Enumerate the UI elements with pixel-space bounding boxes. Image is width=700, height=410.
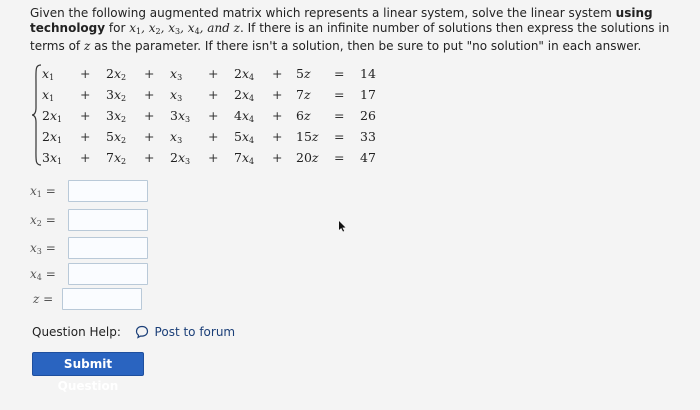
plus-sign: + [144,150,155,165]
mouse-cursor-icon [338,220,348,232]
question-text: Given the following augmented matrix which represents a linear system, solve the linear system using technology for $x_1$, $x_2$, $x_3$, $x_4$, and z. If there is an infinite number of solutions then express the solutions in terms of z as the parameter. If there isn't a solution, then be sure to put "no solution" in each answer. [30,6,670,53]
equation-term: $x_3$ [170,129,183,145]
plus-sign: + [80,150,91,165]
plus-sign: + [272,150,283,165]
help-label: Question Help: [32,325,121,339]
equation-term: $x_3$ [170,87,183,103]
answer-input[interactable] [68,180,148,202]
plus-sign: + [272,87,283,102]
equation-term: $2x_4$ [234,87,255,103]
answer-label: $x_2$ = [30,213,56,228]
answer-input[interactable] [68,263,148,285]
equation-term: $2x_1$ [42,108,63,124]
plus-sign: + [144,66,155,81]
equation-term: $5x_4$ [234,129,255,145]
plus-sign: + [144,108,155,123]
answer-label: $x_4$ = [30,267,56,282]
equation-term: $x_1$ [42,66,55,82]
post-to-forum-link[interactable]: Post to forum [154,325,236,339]
chat-bubble-icon[interactable] [135,325,149,339]
equation-term: $2x_1$ [42,129,63,145]
plus-sign: + [272,129,283,144]
equation-rhs: 33 [360,129,376,144]
plus-sign: + [208,87,219,102]
plus-sign: + [208,150,219,165]
plus-sign: + [272,66,283,81]
linear-system [28,60,388,170]
equation-rhs: 17 [360,87,376,102]
equation-rhs: 47 [360,150,376,165]
equation-term: $4x_4$ [234,108,255,124]
equation-term: 6z [296,108,311,123]
plus-sign: + [144,87,155,102]
equation-term: 20z [296,150,319,165]
equation-row [28,108,388,126]
equation-term: 7z [296,87,311,102]
equation-term: $x_3$ [170,66,183,82]
equation-term: $2x_4$ [234,66,255,82]
equals-sign: = [334,129,345,144]
equation-term: 15z [296,129,319,144]
equation-row [28,66,388,84]
equation-term: $3x_2$ [106,87,127,103]
equals-sign: = [334,108,345,123]
equation-term: $7x_4$ [234,150,255,166]
equation-term: $5x_2$ [106,129,127,145]
equals-sign: = [334,87,345,102]
equation-term: $2x_2$ [106,66,127,82]
equals-sign: = [334,150,345,165]
answer-label: $x_1$ = [30,184,56,199]
answer-label: z = [33,292,54,306]
plus-sign: + [208,129,219,144]
equation-term: $3x_2$ [106,108,127,124]
plus-sign: + [80,129,91,144]
equation-rhs: 14 [360,66,376,81]
plus-sign: + [80,66,91,81]
answer-input[interactable] [62,288,142,310]
question-help [32,325,235,339]
equation-term: 5z [296,66,311,81]
plus-sign: + [80,108,91,123]
answer-input[interactable] [68,237,148,259]
equation-row [28,150,388,168]
answer-label: $x_3$ = [30,241,56,256]
equation-term: $7x_2$ [106,150,127,166]
plus-sign: + [208,66,219,81]
equation-row [28,87,388,105]
answer-input[interactable] [68,209,148,231]
equation-rhs: 26 [360,108,376,123]
equals-sign: = [334,66,345,81]
plus-sign: + [208,108,219,123]
plus-sign: + [144,129,155,144]
equation-row [28,129,388,147]
equation-term: $3x_3$ [170,108,191,124]
equation-term: $x_1$ [42,87,55,103]
intro-variables: $x_1$, $x_2$, $x_3$, $x_4$, and z [129,20,240,36]
equation-term: $2x_3$ [170,150,191,166]
submit-question-button[interactable]: Submit Question [32,352,144,376]
plus-sign: + [80,87,91,102]
plus-sign: + [272,108,283,123]
equation-term: $3x_1$ [42,150,63,166]
